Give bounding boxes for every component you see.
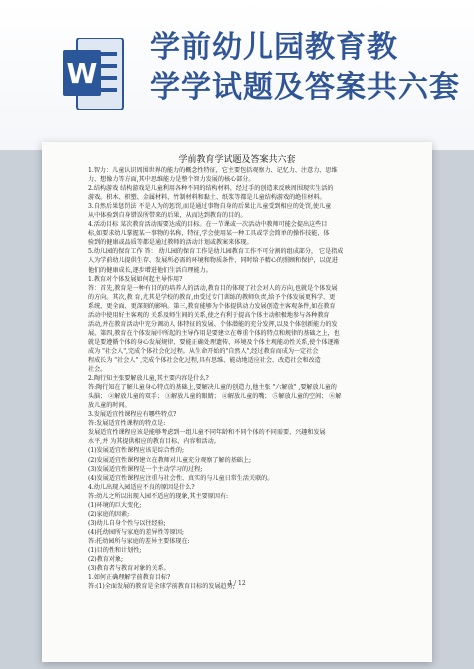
document-line: 4.活动目标 某次教育活动需要达成的目标。在一节课或一次活动中教师可能会提出这些目 [88, 221, 328, 229]
document-line: 答:(1)全面发展的教育是全球学前教育目标的发展趋势; [88, 583, 235, 591]
document-line: 答:托幼园所与家庭的差异主要体现在: [88, 537, 190, 545]
document-line: (2)教育对象; [88, 556, 124, 564]
document-line: (1)环境的巨大变化; [88, 501, 142, 509]
document-line: 力、想像力等方面,其中思维能力是整个智力发展的核心部分。 [88, 176, 255, 184]
document-line: (3)发展适宜性课程是一个主动学习的过程; [88, 465, 203, 473]
document-line: 答：首先,教育是一种有目的的培养人的活动,教育目的体现了社会对人的方向,也就是个体发展 [88, 284, 338, 292]
banner-title-line-1: 学前幼儿园教育教 [150, 30, 398, 65]
document-line: 答:幼儿之所以出现入园不适应的现象,其主要原因有: [88, 492, 229, 500]
document-line: 游戏。积木、积塑、金属材料、竹制材料和黏土、纸浆等都是儿童结构游戏的绝佳材料。 [88, 194, 326, 202]
document-line: 活动,并在教育活动中充分调动人 体特征的发展、个体潜能的充分发挥,以及个体创新能力的发 [88, 320, 338, 328]
document-line: 展。第四,教育在个体发展中所起的主导作用是要建立在尊重个体的特点和规律的基础之上，也 [88, 329, 340, 337]
document-line: 人为学前幼儿提供生存、发展所必需的环境和物质条件，同时给予精心的照顾和保护，以促进 [88, 257, 338, 265]
document-line: 1.智力：儿童认识周围世界的能力的概念性特征，它主要包括观察力、记忆力、注意力、思维 [88, 167, 338, 174]
document-line: 他们的健康成长,逐步增进他们生活自理能力。 [88, 266, 212, 274]
document-line: (1)发展适宜性课程应该是综合性的; [88, 447, 184, 455]
document-line: (2)发展适宜性课程建立在教师对儿童充分观察了解的基础上; [88, 456, 252, 464]
banner-title-line-2: 学学试题及答案共六套 [150, 70, 460, 105]
svg-text:W: W [66, 57, 98, 90]
document-line: 头脑； ②解放儿童的双手； ③解放儿童的眼睛； ④解放儿童的嘴； ⑤解放儿童的空间； ⑥解 [88, 393, 342, 401]
document-line: 标,如要求幼儿掌握某一事物的名称，特征,学会使用某一种工具或学会简单的操作技能，体 [88, 230, 330, 238]
document-line: (4)托幼园所与家庭的差异性等原因; [88, 528, 184, 536]
document-line: 从中体验到自身错误所带来的后果，从而达到教育的目的。 [88, 212, 247, 220]
document-line: 的方向。其次,教 育,尤其是学校的教育,由受过专门训练的教师负责,给予个体发展更科学、更 [88, 293, 336, 301]
document-line: (4)发展适宜性课程应注重与社会性、真实的与儿童日常生活关联的。 [88, 474, 274, 482]
document-line: 放儿童的时间。 [88, 402, 131, 410]
page-number: 1 / 12 [228, 580, 246, 587]
document-line: 系统、更全面、更深刻的影响。第三,教育能够为个体提供动力发展创造主客观条件,如在教育 [88, 302, 336, 310]
header-banner [0, 0, 474, 150]
document-line: 就是要遵循个体的身心发展规律，要能正确处理遗传、环境及个体主观能动性关系,使个体逐渐 [88, 338, 340, 346]
document-line: 成为 "社会人",完成个体社会化过程。从生命开始的"自然人",经过教育而成为一定社会 [88, 347, 319, 355]
banner-title [150, 28, 470, 108]
document-title: 学前教育学试题及答案共六套 [178, 155, 296, 165]
word-document-icon [63, 38, 125, 110]
document-line: 4.幼儿出现入园适应不良的原因是什么? [88, 483, 195, 491]
document-line: 2.结构游戏 结构游戏是儿童利用各种不同的结构材料，经过手的创造来反映周围现实生活的 [88, 185, 334, 193]
document-line: 1.教育对个体发展如何起主导作用? [88, 275, 183, 283]
document-line: 1.如何正确理解学前教育目标? [88, 574, 171, 582]
document-line: 社会。 [88, 366, 107, 374]
document-line: 3.自然后果惩罚法 不是人为的惩罚,而是通过事物自身的后果让儿童受到相应的处罚,使儿童 [88, 203, 332, 211]
document-line: 水平,并 为其提供相应的教育目标、内容和活动。 [88, 438, 220, 446]
document-line: 3.发展适宜性课程应有哪些特点? [88, 411, 177, 419]
document-page [42, 142, 432, 662]
document-body [88, 166, 388, 591]
document-line: 5.幼儿园的保育工作 答： 幼儿园的保育工作是幼儿园教育工作不可分割的组成部分， 它是指成 [88, 248, 344, 256]
document-line: (3)教育者与教育对象的关系。 [88, 565, 170, 573]
document-line: 答:发展适宜性课程的特点是: [88, 420, 166, 428]
document-line: 2.陶行知主张要解放儿童,其主要内容是什么? [88, 375, 209, 383]
document-line: (1)目的性和计划性; [88, 546, 142, 554]
document-line: 发展适宜性课程应该是能够考虑到一组儿童不同年龄和不同个体的不同需要、兴趣和发展 [88, 429, 326, 437]
document-line: 答:陶行知在了解儿童身心特点的基础上,要解决儿童的创造力,他主张 "六解放" ,要解放儿童的 [88, 384, 337, 392]
document-line: (2)家庭的因素; [88, 510, 130, 518]
document-line: 验到的健康或品质等都是通过教师的活动计划或教案来体现。 [88, 239, 253, 247]
document-line: 程成长为 "社会人" ,完成个体社会化过程,具有思维、能动地适应社会、改造社会和改造 [88, 356, 321, 364]
document-line: (3)幼儿自身个性与以往经验; [88, 519, 166, 527]
document-line: 活动中使用好主客观的 关系及师生间的关系,使之有利于提高个体主动积极地参与各种教育 [88, 311, 330, 319]
